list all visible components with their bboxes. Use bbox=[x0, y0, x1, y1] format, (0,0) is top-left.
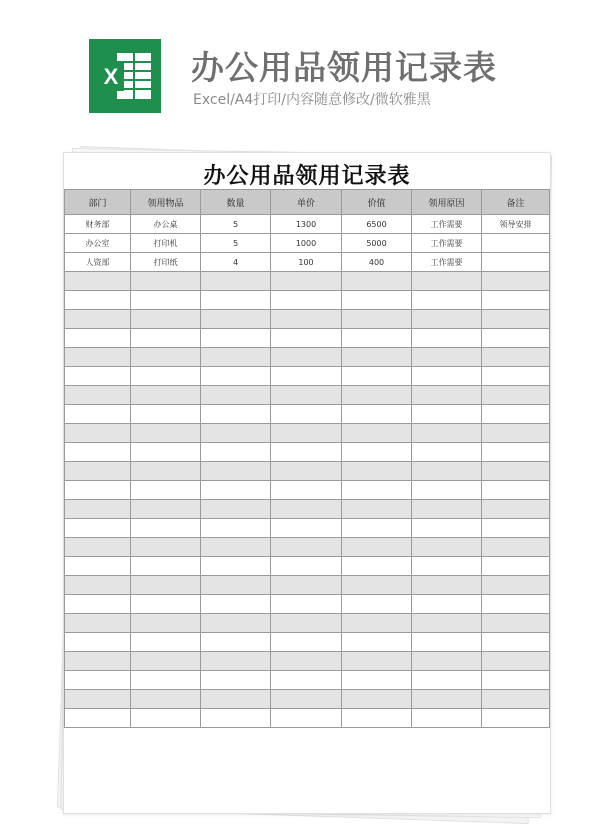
empty-table-cell[interactable] bbox=[131, 500, 201, 519]
empty-table-cell[interactable] bbox=[131, 595, 201, 614]
table-cell[interactable]: 5000 bbox=[342, 234, 412, 253]
empty-table-cell[interactable] bbox=[412, 519, 482, 538]
empty-table-cell[interactable] bbox=[482, 481, 550, 500]
empty-table-cell[interactable] bbox=[271, 310, 342, 329]
empty-table-cell[interactable] bbox=[65, 595, 131, 614]
empty-table-cell[interactable] bbox=[201, 272, 271, 291]
empty-table-cell[interactable] bbox=[201, 424, 271, 443]
empty-table-row bbox=[65, 272, 550, 291]
empty-table-cell[interactable] bbox=[412, 481, 482, 500]
empty-table-cell[interactable] bbox=[131, 538, 201, 557]
table-cell[interactable]: 工作需要 bbox=[412, 215, 482, 234]
table-header-row bbox=[65, 190, 550, 215]
empty-table-cell[interactable] bbox=[201, 310, 271, 329]
empty-table-cell[interactable] bbox=[482, 557, 550, 576]
table-row bbox=[65, 234, 550, 253]
column-header-unit-price[interactable]: 单价 bbox=[271, 190, 342, 215]
empty-table-cell[interactable] bbox=[65, 633, 131, 652]
empty-table-cell[interactable] bbox=[131, 367, 201, 386]
empty-table-cell[interactable] bbox=[201, 291, 271, 310]
empty-table-cell[interactable] bbox=[201, 538, 271, 557]
empty-table-row bbox=[65, 386, 550, 405]
record-table bbox=[64, 189, 550, 728]
empty-table-cell[interactable] bbox=[271, 348, 342, 367]
empty-table-cell[interactable] bbox=[271, 633, 342, 652]
empty-table-cell[interactable] bbox=[131, 481, 201, 500]
empty-table-cell[interactable] bbox=[131, 386, 201, 405]
empty-table-cell[interactable] bbox=[412, 291, 482, 310]
table-cell[interactable]: 打印纸 bbox=[131, 253, 201, 272]
empty-table-cell[interactable] bbox=[412, 329, 482, 348]
empty-table-cell[interactable] bbox=[131, 462, 201, 481]
empty-table-cell[interactable] bbox=[482, 272, 550, 291]
empty-table-cell[interactable] bbox=[65, 519, 131, 538]
empty-table-cell[interactable] bbox=[271, 291, 342, 310]
empty-table-cell[interactable] bbox=[271, 272, 342, 291]
table-cell[interactable]: 100 bbox=[271, 253, 342, 272]
table-cell[interactable]: 1000 bbox=[271, 234, 342, 253]
empty-table-row bbox=[65, 595, 550, 614]
empty-table-cell[interactable] bbox=[65, 310, 131, 329]
table-cell[interactable]: 领导安排 bbox=[482, 215, 550, 234]
empty-table-cell[interactable] bbox=[342, 538, 412, 557]
empty-table-cell[interactable] bbox=[201, 557, 271, 576]
app-title: 办公用品领用记录表 bbox=[191, 48, 497, 87]
empty-table-row bbox=[65, 538, 550, 557]
empty-table-cell[interactable] bbox=[342, 348, 412, 367]
table-cell[interactable]: 5 bbox=[201, 234, 271, 253]
table-cell[interactable]: 400 bbox=[342, 253, 412, 272]
empty-table-row bbox=[65, 424, 550, 443]
table-cell[interactable]: 人资部 bbox=[65, 253, 131, 272]
empty-table-cell[interactable] bbox=[201, 671, 271, 690]
table-cell[interactable]: 1300 bbox=[271, 215, 342, 234]
empty-table-cell[interactable] bbox=[65, 557, 131, 576]
empty-table-cell[interactable] bbox=[65, 424, 131, 443]
empty-table-cell[interactable] bbox=[342, 329, 412, 348]
empty-table-cell[interactable] bbox=[65, 481, 131, 500]
empty-table-cell[interactable] bbox=[342, 614, 412, 633]
empty-table-cell[interactable] bbox=[482, 671, 550, 690]
empty-table-cell[interactable] bbox=[412, 424, 482, 443]
empty-table-cell[interactable] bbox=[131, 557, 201, 576]
empty-table-cell[interactable] bbox=[65, 291, 131, 310]
column-header-quantity[interactable]: 数量 bbox=[201, 190, 271, 215]
empty-table-row bbox=[65, 633, 550, 652]
empty-table-cell[interactable] bbox=[482, 538, 550, 557]
empty-table-row bbox=[65, 291, 550, 310]
empty-table-cell[interactable] bbox=[482, 291, 550, 310]
empty-table-cell[interactable] bbox=[271, 500, 342, 519]
empty-table-row bbox=[65, 367, 550, 386]
empty-table-cell[interactable] bbox=[412, 557, 482, 576]
empty-table-cell[interactable] bbox=[271, 576, 342, 595]
empty-table-cell[interactable] bbox=[65, 405, 131, 424]
empty-table-cell[interactable] bbox=[412, 690, 482, 709]
empty-table-cell[interactable] bbox=[65, 462, 131, 481]
empty-table-cell[interactable] bbox=[482, 690, 550, 709]
empty-table-cell[interactable] bbox=[131, 272, 201, 291]
empty-table-cell[interactable] bbox=[482, 329, 550, 348]
empty-table-row bbox=[65, 614, 550, 633]
empty-table-cell[interactable] bbox=[131, 652, 201, 671]
empty-table-cell[interactable] bbox=[271, 329, 342, 348]
empty-table-cell[interactable] bbox=[412, 500, 482, 519]
empty-table-cell[interactable] bbox=[482, 405, 550, 424]
table-cell[interactable]: 工作需要 bbox=[412, 234, 482, 253]
empty-table-cell[interactable] bbox=[342, 481, 412, 500]
empty-table-cell[interactable] bbox=[201, 481, 271, 500]
table-cell[interactable]: 5 bbox=[201, 215, 271, 234]
empty-table-cell[interactable] bbox=[271, 671, 342, 690]
empty-table-cell[interactable] bbox=[412, 614, 482, 633]
empty-table-cell[interactable] bbox=[271, 443, 342, 462]
empty-table-cell[interactable] bbox=[271, 652, 342, 671]
empty-table-cell[interactable] bbox=[271, 538, 342, 557]
empty-table-cell[interactable] bbox=[131, 614, 201, 633]
empty-table-cell[interactable] bbox=[412, 595, 482, 614]
column-header-value[interactable]: 价值 bbox=[342, 190, 412, 215]
empty-table-cell[interactable] bbox=[412, 538, 482, 557]
empty-table-cell[interactable] bbox=[342, 519, 412, 538]
empty-table-cell[interactable] bbox=[342, 405, 412, 424]
empty-table-row bbox=[65, 481, 550, 500]
empty-table-cell[interactable] bbox=[482, 386, 550, 405]
empty-table-cell[interactable] bbox=[201, 690, 271, 709]
empty-table-cell[interactable] bbox=[412, 405, 482, 424]
empty-table-row bbox=[65, 576, 550, 595]
empty-table-row bbox=[65, 557, 550, 576]
empty-table-cell[interactable] bbox=[65, 348, 131, 367]
empty-table-cell[interactable] bbox=[201, 500, 271, 519]
table-cell[interactable]: 办公室 bbox=[65, 234, 131, 253]
empty-table-cell[interactable] bbox=[482, 576, 550, 595]
empty-table-cell[interactable] bbox=[65, 652, 131, 671]
empty-table-cell[interactable] bbox=[482, 633, 550, 652]
empty-table-cell[interactable] bbox=[65, 367, 131, 386]
empty-table-cell[interactable] bbox=[412, 310, 482, 329]
table-cell[interactable]: 4 bbox=[201, 253, 271, 272]
table-row bbox=[65, 215, 550, 234]
empty-table-row bbox=[65, 709, 550, 728]
empty-table-cell[interactable] bbox=[412, 633, 482, 652]
empty-table-cell[interactable] bbox=[201, 652, 271, 671]
empty-table-cell[interactable] bbox=[342, 557, 412, 576]
table-row bbox=[65, 253, 550, 272]
empty-table-row bbox=[65, 519, 550, 538]
empty-table-cell[interactable] bbox=[65, 538, 131, 557]
empty-table-cell[interactable] bbox=[412, 348, 482, 367]
empty-table-cell[interactable] bbox=[412, 443, 482, 462]
empty-table-cell[interactable] bbox=[271, 367, 342, 386]
empty-table-cell[interactable] bbox=[271, 614, 342, 633]
column-header-item[interactable]: 领用物品 bbox=[131, 190, 201, 215]
empty-table-cell[interactable] bbox=[131, 310, 201, 329]
empty-table-row bbox=[65, 443, 550, 462]
empty-table-cell[interactable] bbox=[412, 652, 482, 671]
empty-table-cell[interactable] bbox=[342, 690, 412, 709]
empty-table-row bbox=[65, 500, 550, 519]
empty-table-cell[interactable] bbox=[201, 709, 271, 728]
column-header-reason[interactable]: 领用原因 bbox=[412, 190, 482, 215]
sheet-title: 办公用品领用记录表 bbox=[203, 164, 411, 189]
table-cell[interactable]: 打印机 bbox=[131, 234, 201, 253]
empty-table-cell[interactable] bbox=[342, 595, 412, 614]
empty-table-cell[interactable] bbox=[412, 462, 482, 481]
empty-table-row bbox=[65, 652, 550, 671]
header-banner bbox=[0, 0, 600, 150]
empty-table-cell[interactable] bbox=[271, 386, 342, 405]
empty-table-cell[interactable] bbox=[482, 424, 550, 443]
empty-table-cell[interactable] bbox=[342, 500, 412, 519]
empty-table-cell[interactable] bbox=[131, 405, 201, 424]
empty-table-cell[interactable] bbox=[131, 633, 201, 652]
empty-table-cell[interactable] bbox=[482, 500, 550, 519]
empty-table-row bbox=[65, 310, 550, 329]
empty-table-cell[interactable] bbox=[271, 481, 342, 500]
empty-table-cell[interactable] bbox=[201, 633, 271, 652]
empty-table-row bbox=[65, 690, 550, 709]
empty-table-row bbox=[65, 671, 550, 690]
excel-icon-letter: X bbox=[103, 64, 119, 89]
empty-table-cell[interactable] bbox=[342, 367, 412, 386]
empty-table-row bbox=[65, 405, 550, 424]
empty-table-cell[interactable] bbox=[342, 671, 412, 690]
empty-table-cell[interactable] bbox=[271, 424, 342, 443]
empty-table-cell[interactable] bbox=[271, 405, 342, 424]
empty-table-cell[interactable] bbox=[342, 443, 412, 462]
empty-table-cell[interactable] bbox=[201, 329, 271, 348]
empty-table-cell[interactable] bbox=[65, 500, 131, 519]
column-header-department[interactable]: 部门 bbox=[65, 190, 131, 215]
empty-table-cell[interactable] bbox=[131, 443, 201, 462]
empty-table-cell[interactable] bbox=[131, 519, 201, 538]
empty-table-row bbox=[65, 329, 550, 348]
empty-table-cell[interactable] bbox=[201, 462, 271, 481]
empty-table-cell[interactable] bbox=[482, 709, 550, 728]
empty-table-cell[interactable] bbox=[412, 272, 482, 291]
empty-table-cell[interactable] bbox=[412, 367, 482, 386]
empty-table-cell[interactable] bbox=[412, 386, 482, 405]
empty-table-cell[interactable] bbox=[412, 576, 482, 595]
empty-table-cell[interactable] bbox=[201, 386, 271, 405]
empty-table-cell[interactable] bbox=[271, 595, 342, 614]
empty-table-cell[interactable] bbox=[131, 329, 201, 348]
empty-table-cell[interactable] bbox=[342, 272, 412, 291]
table-cell[interactable]: 工作需要 bbox=[412, 253, 482, 272]
app-subtitle: Excel/A4打印/内容随意修改/微软雅黑 bbox=[193, 92, 431, 108]
empty-table-cell[interactable] bbox=[412, 709, 482, 728]
empty-table-cell[interactable] bbox=[65, 272, 131, 291]
empty-table-cell[interactable] bbox=[131, 690, 201, 709]
empty-table-cell[interactable] bbox=[65, 614, 131, 633]
table-cell[interactable]: 办公桌 bbox=[131, 215, 201, 234]
empty-table-cell[interactable] bbox=[482, 462, 550, 481]
empty-table-cell[interactable] bbox=[482, 614, 550, 633]
empty-table-cell[interactable] bbox=[65, 709, 131, 728]
spreadsheet-page bbox=[63, 152, 551, 814]
empty-table-cell[interactable] bbox=[271, 557, 342, 576]
table-cell[interactable]: 6500 bbox=[342, 215, 412, 234]
empty-table-cell[interactable] bbox=[65, 671, 131, 690]
empty-table-cell[interactable] bbox=[131, 291, 201, 310]
empty-table-cell[interactable] bbox=[342, 462, 412, 481]
empty-table-cell[interactable] bbox=[201, 348, 271, 367]
empty-table-cell[interactable] bbox=[131, 709, 201, 728]
empty-table-cell[interactable] bbox=[342, 310, 412, 329]
empty-table-cell[interactable] bbox=[482, 519, 550, 538]
empty-table-cell[interactable] bbox=[65, 690, 131, 709]
table-body bbox=[65, 215, 550, 728]
empty-table-cell[interactable] bbox=[412, 671, 482, 690]
empty-table-cell[interactable] bbox=[131, 576, 201, 595]
table-cell[interactable]: 财务部 bbox=[65, 215, 131, 234]
empty-table-cell[interactable] bbox=[482, 652, 550, 671]
empty-table-row bbox=[65, 348, 550, 367]
empty-table-cell[interactable] bbox=[342, 576, 412, 595]
column-header-remarks[interactable]: 备注 bbox=[482, 190, 550, 215]
empty-table-cell[interactable] bbox=[201, 519, 271, 538]
table-cell[interactable] bbox=[482, 253, 550, 272]
empty-table-row bbox=[65, 462, 550, 481]
empty-table-cell[interactable] bbox=[342, 633, 412, 652]
empty-table-cell[interactable] bbox=[342, 652, 412, 671]
empty-table-cell[interactable] bbox=[201, 367, 271, 386]
empty-table-cell[interactable] bbox=[482, 443, 550, 462]
empty-table-cell[interactable] bbox=[201, 614, 271, 633]
empty-table-cell[interactable] bbox=[131, 671, 201, 690]
empty-table-cell[interactable] bbox=[201, 595, 271, 614]
empty-table-cell[interactable] bbox=[482, 310, 550, 329]
empty-table-cell[interactable] bbox=[65, 386, 131, 405]
empty-table-cell[interactable] bbox=[65, 329, 131, 348]
empty-table-cell[interactable] bbox=[482, 348, 550, 367]
empty-table-cell[interactable] bbox=[201, 443, 271, 462]
empty-table-cell[interactable] bbox=[271, 709, 342, 728]
empty-table-cell[interactable] bbox=[271, 690, 342, 709]
empty-table-cell[interactable] bbox=[342, 709, 412, 728]
empty-table-cell[interactable] bbox=[201, 576, 271, 595]
empty-table-cell[interactable] bbox=[482, 595, 550, 614]
empty-table-cell[interactable] bbox=[482, 367, 550, 386]
empty-table-cell[interactable] bbox=[131, 348, 201, 367]
empty-table-cell[interactable] bbox=[271, 519, 342, 538]
empty-table-cell[interactable] bbox=[201, 405, 271, 424]
empty-table-cell[interactable] bbox=[342, 291, 412, 310]
empty-table-cell[interactable] bbox=[131, 424, 201, 443]
table-cell[interactable] bbox=[482, 234, 550, 253]
empty-table-cell[interactable] bbox=[342, 386, 412, 405]
empty-table-cell[interactable] bbox=[65, 443, 131, 462]
empty-table-cell[interactable] bbox=[342, 424, 412, 443]
excel-icon bbox=[89, 39, 161, 113]
empty-table-cell[interactable] bbox=[271, 462, 342, 481]
empty-table-cell[interactable] bbox=[65, 576, 131, 595]
